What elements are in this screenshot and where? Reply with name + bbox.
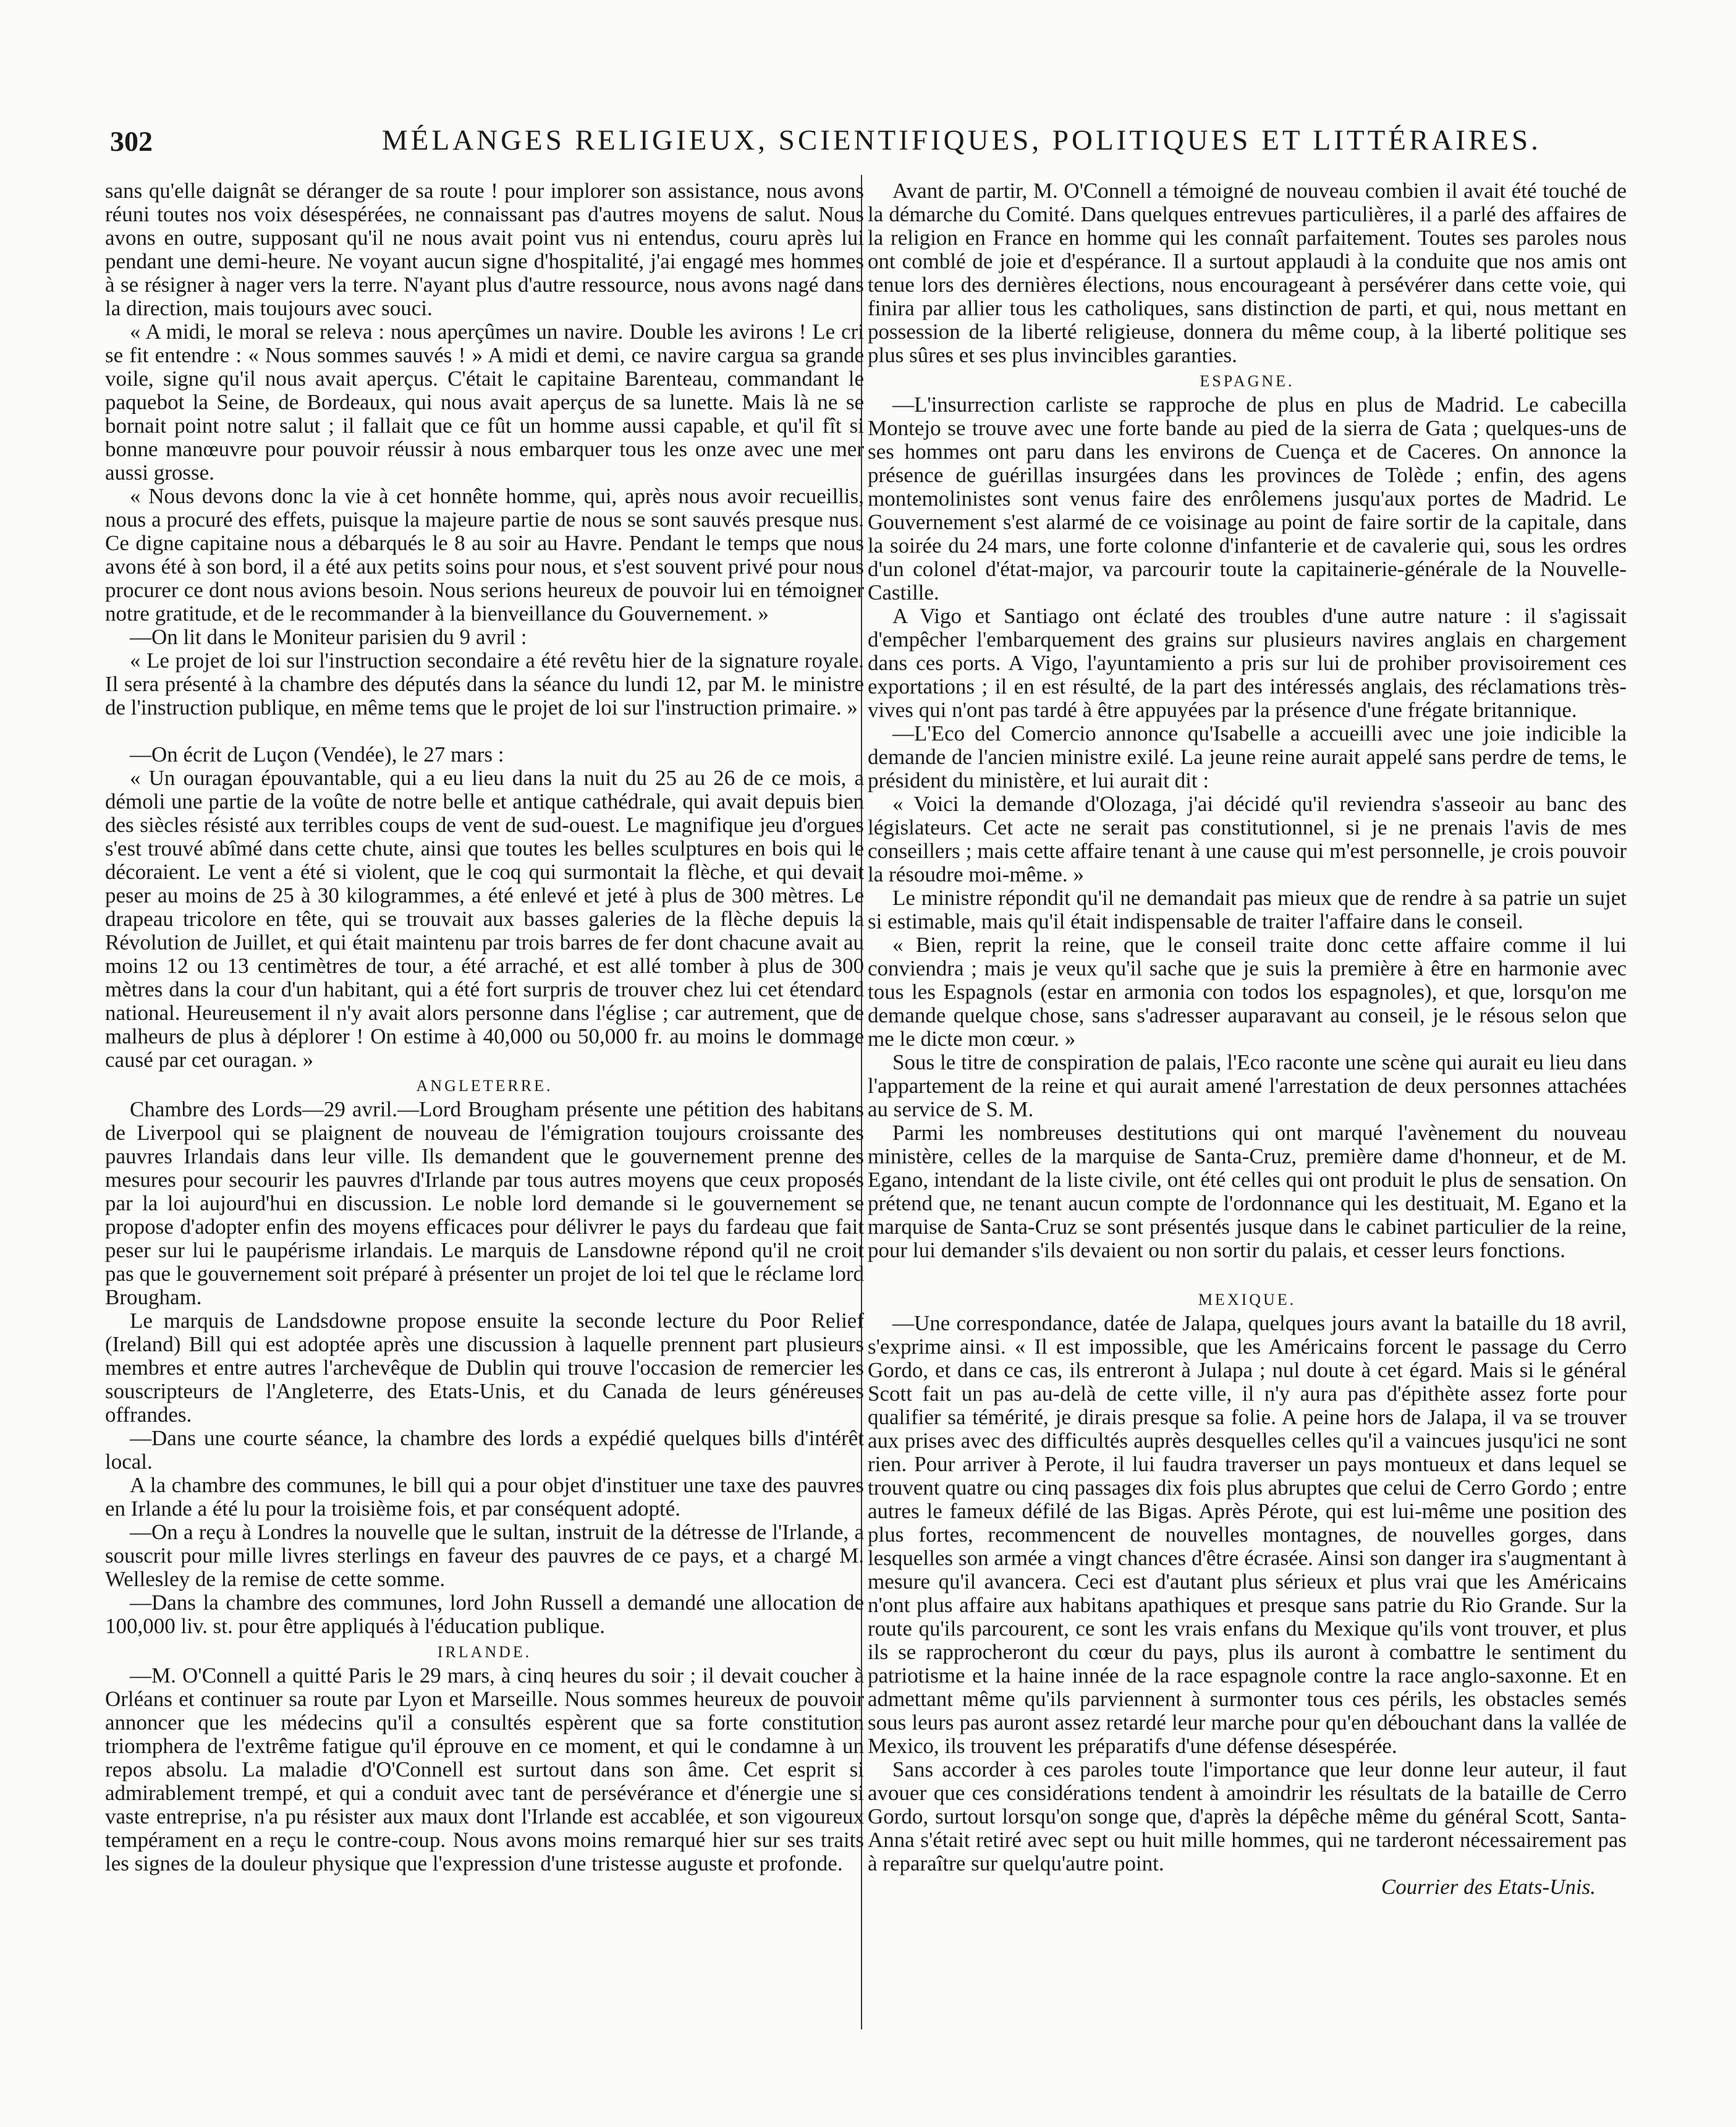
paragraph: A la chambre des communes, le bill qui a pour objet d'instituer une taxe des pauvres en Irlande a été lu pour la troisième fois, et par conséquent adopté.: [105, 1473, 864, 1521]
spacer: [105, 720, 864, 743]
paragraph: « Nous devons donc la vie à cet honnête homme, qui, après nous avoir recueillis, nous a procuré des effets, puisque la majeure partie de nous se sont sauvés presque nus. Ce digne capitaine nous a débarqués le 8 au soir au Havre. Pendant le temps que nous avons été à son bord, il a été aux petits soins pour nous, et s'est souvent privé pour nous procurer ce dont nous avions besoin. Nous serions heureux de pouvoir lui en témoigner notre gratitude, et de le recommander à la bienveillance du Gouvernement. »: [105, 484, 864, 626]
right-column: [868, 179, 1627, 2095]
paragraph: Chambre des Lords—29 avril.—Lord Brougham présente une pétition des habitans de Liverpool qui se plaignent de nouveau de l'émigration toujours croissante des pauvres Irlandais dans leur ville. Ils demandent que le gouvernement prenne des mesures pour secourir les pauvres d'Irlande par tous autres moyens que ceux proposés par la loi aujourd'hui en discussion. Le noble lord demande si le gouvernement se propose d'adopter enfin des moyens efficaces pour délivrer le pays du fardeau que fait peser sur lui le paupérisme irlandais. Le marquis de Lansdowne répond qu'il ne croit pas que le gouvernement soit préparé à présenter un projet de loi tel que le réclame lord Brougham.: [105, 1097, 864, 1309]
running-title: MÉLANGES RELIGIEUX, SCIENTIFIQUES, POLITIQUES ET LITTÉRAIRES.: [382, 124, 1541, 156]
source-credit: Courrier des Etats-Unis.: [1381, 1875, 1596, 1899]
paragraph: Sans accorder à ces paroles toute l'importance que leur donne leur auteur, il faut avouer que ces considérations tendent à amoindrir les résultats de la bataille de Cerro Gordo, surtout lorsqu'on songe que, d'après la dépêche même du général Scott, Santa-Anna s'était retiré avec sept ou huit mille hommes, qui ne tarderont nécessairement pas à reparaître sur quelqu'autre point.: [868, 1757, 1627, 1875]
paragraph: Le ministre répondit qu'il ne demandait pas mieux que de rendre à sa patrie un sujet si estimable, mais qu'il était indispensable de traiter l'affaire dans le conseil.: [868, 886, 1627, 933]
paragraph: —Dans une courte séance, la chambre des lords a expédié quelques bills d'intérêt local.: [105, 1426, 864, 1474]
paragraph: « Bien, reprit la reine, que le conseil traite donc cette affaire comme il lui conviendra ; mais je veux qu'il sache que je suis la première à être en harmonie avec tous les Espagnols (estar en armonia con todos los espagnoles), et que, lorsqu'on me demande quelque chose, sans s'adresser auparavant au conseil, je le résous selon que me le dicte mon cœur. »: [868, 933, 1627, 1051]
section-heading-angleterre: ANGLETERRE.: [416, 1077, 553, 1095]
paragraph: « A midi, le moral se releva : nous aperçûmes un navire. Double les avirons ! Le cri se fit entendre : « Nous sommes sauvés ! » A midi et demi, ce navire cargua sa grande voile, signe qu'il nous avait aperçus. C'était le capitaine Barenteau, commandant le paquebot la Seine, de Bordeaux, qui nous avait aperçus de sa lunette. Mais là ne se bornait point notre salut ; il fallait que ce fût un homme aussi capable, et qu'il fît si bonne manœuvre pour pouvoir réussir à nous embarquer tous les onze avec une mer aussi grosse.: [105, 320, 864, 485]
spacer: [868, 1262, 1627, 1286]
paragraph: —L'insurrection carliste se rapproche de plus en plus de Madrid. Le cabecilla Montejo se trouve avec une forte bande au pied de la sierra de Gata ; quelques-uns de ses hommes ont paru dans les environs de Cuença et de Caceres. On annonce la présence de guérillas insurgées dans les provinces de Tolède ; enfin, des agens montemolinistes sont venus faire des enrôlemens jusqu'aux portes de Madrid. Le Gouvernement s'est alarmé de ce voisinage au point de faire sortir de la capitale, dans la soirée du 24 mars, une forte colonne d'infanterie et de cavalerie qui, sous les ordres d'un colonel d'état-major, va parcourir toute la capitainerie-générale de la Nouvelle-Castille.: [868, 393, 1627, 605]
left-column: [105, 179, 864, 2095]
page-header: [110, 124, 1624, 161]
section-heading-irlande: IRLANDE.: [437, 1643, 532, 1661]
paragraph: —Dans la chambre des communes, lord John Russell a demandé une allocation de 100,000 liv. st. pour être appliqués à l'éducation publique.: [105, 1590, 864, 1638]
paragraph: sans qu'elle daignât se déranger de sa route ! pour implorer son assistance, nous avons réuni toutes nos voix désespérées, ne connaissant pas d'autres moyens de salut. Nous avons en outre, supposant qu'il ne nous avait point vus ni entendus, couru après lui pendant une demi-heure. Ne voyant aucun signe d'hospitalité, j'ai engagé mes hommes à se résigner à nager vers la terre. N'ayant plus d'autre ressource, nous avons nagé dans la direction, mais toujours avec souci.: [105, 179, 864, 320]
paragraph: —On écrit de Luçon (Vendée), le 27 mars :: [130, 742, 504, 766]
paragraph: Sous le titre de conspiration de palais, l'Eco raconte une scène qui aurait eu lieu dans l'appartement de la reine et qui aurait amené l'arrestation de deux personnes attachées au service de S. M.: [868, 1050, 1627, 1121]
section-heading-espagne: ESPAGNE.: [1200, 372, 1295, 390]
paragraph: Avant de partir, M. O'Connell a témoigné de nouveau combien il avait été touché de la démarche du Comité. Dans quelques entrevues particulières, il a parlé des affaires de la religion en France en homme qui les connaît parfaitement. Toutes ses paroles nous ont comblé de joie et d'espérance. Il a surtout applaudi à la conduite que nos amis ont tenue lors des dernières élections, nous encourageant à persévérer dans cette voie, qui finira par allier tous les catholiques, sans distinction de parti, et qui, nous mettant en possession de la liberté religieuse, donnera du même coup, à la liberté politique ses plus sûres et ses plus invincibles garanties.: [868, 179, 1627, 367]
paragraph: A Vigo et Santiago ont éclaté des troubles d'une autre nature : il s'agissait d'empêcher l'embarquement des grains sur plusieurs navires anglais en chargement dans ces ports. A Vigo, l'ayuntamiento a pris sur lui de prohiber provisoirement ces exportations ; il en est résulté, de la part des intéressés anglais, des réclamations très-vives qui n'ont pas tardé à être appuyées par la présence d'une frégate britannique.: [868, 604, 1627, 722]
paragraph: —Une correspondance, datée de Jalapa, quelques jours avant la bataille du 18 avril, s'exprime ainsi. « Il est impossible, que les Américains forcent le passage du Cerro Gordo, et dans ce cas, ils entreront à Julapa ; nul doute à cet égard. Mais si le général Scott fait un pas au-delà de cette ville, il n'y aura pas d'épithète assez forte pour qualifier sa témérité, je dirais presque sa folie. A peine hors de Jalapa, il va se trouver aux prises avec des difficultés auprès desquelles celles qu'il a vaincues jusqu'ici ne sont rien. Pour arriver à Perote, il lui faudra traverser un pays montueux et dans lequel se trouvent quatre ou cinq passages dix fois plus abruptes que celui de Cerro Gordo ; entre autres le fameux défilé de las Bigas. Après Pérote, qui est lui-même une position des plus fortes, recommencent de nouvelles montagnes, de nouvelles gorges, dans lesquelles son armée a vingt chances d'être écrasée. Ainsi son danger ira s'augmentant à mesure qu'il avancera. Ceci est d'autant plus sérieux et plus vrai que les Américains n'ont plus affaire aux habitans apathiques et presque sans patrie du Rio Grande. Sur la route qu'ils parcourent, ce sont les vrais enfans du Mexique qu'ils vont trouver, et plus ils se rapprocheront du cœur du pays, plus ils auront à combattre le sentiment du patriotisme et la haine innée de la race espagnole contre la race anglo-saxonne. Et en admettant même qu'ils parviennent à surmonter tous ces périls, les obstacles semés sous leurs pas auront assez retardé leur marche pour qu'en débouchant dans la vallée de Mexico, ils trouvent les préparatifs d'une défense désespérée.: [868, 1311, 1627, 1758]
paragraph: « Voici la demande d'Olozaga, j'ai décidé qu'il reviendra s'asseoir au banc des législateurs. Cet acte ne serait pas constitutionnel, si je ne prenais l'avis de mes conseillers ; mais cette affaire tenant à une cause qui m'est personnelle, je crois pouvoir la résoudre moi-même. »: [868, 792, 1627, 886]
paragraph: Le marquis de Landsdowne propose ensuite la seconde lecture du Poor Relief (Ireland) Bill qui est adoptée après une discussion à laquelle prennent part plusieurs membres et entre autres l'archevêque de Dublin qui trouve l'occasion de remercier les souscripteurs de l'Angleterre, des Etats-Unis, et du Canada de leurs généreuses offrandes.: [105, 1309, 864, 1427]
paragraph: —L'Eco del Comercio annonce qu'Isabelle a accueilli avec une joie indicible la demande de l'ancien ministre exilé. La jeune reine aurait appelé sans perdre de tems, le président du ministère, et lui aurait dit :: [868, 721, 1627, 792]
paragraph: —On lit dans le Moniteur parisien du 9 avril :: [130, 625, 527, 649]
paragraph: —M. O'Connell a quitté Paris le 29 mars, à cinq heures du soir ; il devait coucher à Orléans et continuer sa route par Lyon et Marseille. Nous sommes heureux de pouvoir annoncer que les médecins qu'il a consultés espèrent que sa forte constitution triomphera de l'extrême fatigue qu'il éprouve en ce moment, et qui le condamne à un repos absolu. La maladie d'O'Connell est surtout dans son âme. Cet esprit si admirablement trempé, et qui a conduit avec tant de persévérance et d'énergie une si vaste entreprise, n'a pu résister aux maux dont l'Irlande est accablée, et son vigoureux tempérament en a reçu le contre-coup. Nous avons moins remarqué hier sur ses traits les signes de la douleur physique que l'expression d'une tristesse auguste et profonde.: [105, 1663, 864, 1875]
paragraph: —On a reçu à Londres la nouvelle que le sultan, instruit de la détresse de l'Irlande, a souscrit pour mille livres sterlings en faveur des pauvres de ce pays, et a chargé M. Wellesley de la remise de cette somme.: [105, 1520, 864, 1591]
page-number: 302: [110, 125, 153, 157]
paragraph: « Le projet de loi sur l'instruction secondaire a été revêtu hier de la signature royale. Il sera présenté à la chambre des députés dans la séance du lundi 12, par M. le ministre de l'instruction publique, en même tems que le projet de loi sur l'instruction primaire. »: [105, 648, 864, 720]
section-heading-mexique: MEXIQUE.: [1198, 1291, 1297, 1309]
paragraph: Parmi les nombreuses destitutions qui ont marqué l'avènement du nouveau ministère, celles de la marquise de Santa-Cruz, première dame d'honneur, et de M. Egano, intendant de la liste civile, ont été celles qui ont produit le plus de sensation. On prétend que, ne tenant aucun compte de l'ordonnance qui les destituait, M. Egano et la marquise de Santa-Cruz se sont présentés jusque dans le cabinet particulier de la reine, pour lui demander s'ils devaient ou non sortir du palais, et cesser leurs fonctions.: [868, 1121, 1627, 1262]
paragraph: « Un ouragan épouvantable, qui a eu lieu dans la nuit du 25 au 26 de ce mois, a démoli une partie de la voûte de notre belle et antique cathédrale, qui avait depuis bien des siècles résisté aux terribles coups de vent de sud-ouest. Le magnifique jeu d'orgues s'est trouvé abîmé dans cette chute, ainsi que toutes les belles sculptures en bois qui le décoraient. Le vent a été si violent, que le coq qui surmontait la flèche, et qui devait peser au moins de 25 à 30 kilogrammes, a été enlevé et jeté à plus de 300 mètres. Le drapeau tricolore en tête, qui se trouvait aux basses galeries de la flèche depuis la Révolution de Juillet, et qui était maintenu par trois barres de fer dont chacune avait au moins 12 ou 13 centimètres de tour, a été arraché, et est allé tomber à plus de 300 mètres dans la cour d'un habitant, qui a été fort surpris de trouver chez lui cet étendard national. Heureusement il n'y avait alors personne dans l'église ; car autrement, que de malheurs de plus à déplorer ! On estime à 40,000 ou 50,000 fr. au moins le dommage causé par cet ouragan. »: [105, 766, 864, 1072]
